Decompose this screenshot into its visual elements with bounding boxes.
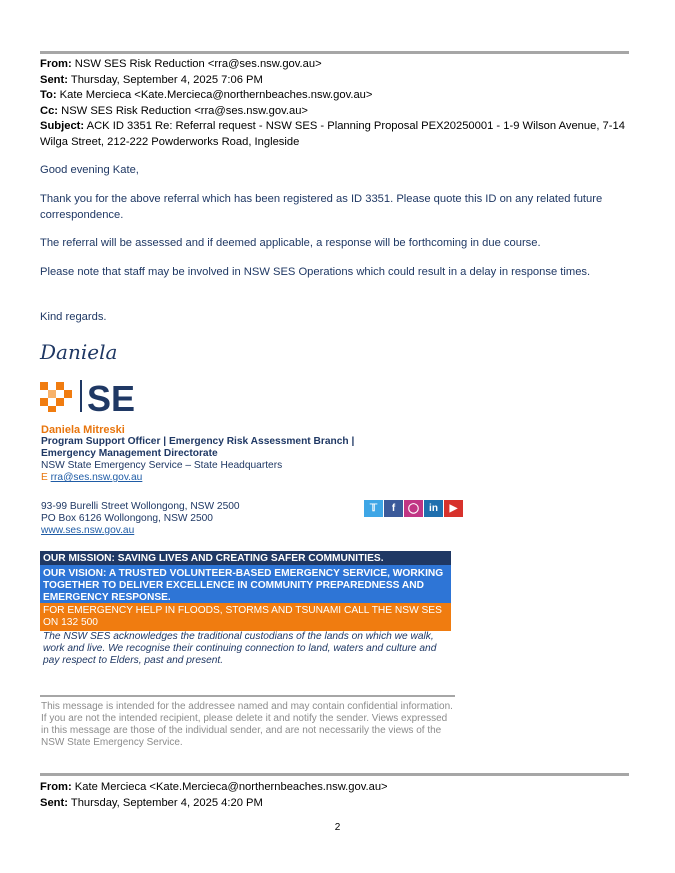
nsw-ses-logo [40,380,150,412]
address-block [41,501,240,537]
youtube-icon[interactable]: ▶ [444,500,463,517]
street-address: 93-99 Burelli Street Wollongong, NSW 2500 [41,501,240,512]
twitter-icon[interactable]: 𝕋 [364,500,383,517]
disclaimer-text: This message is intended for the addressee named and may contain confidential information. If you are not the intended recipient, please delete it and notify the sender. Views expressed in this message are those of the individual sender, and are not necessarily the views of the NSW State Emergency Service. [41,701,453,748]
vision-banner: OUR VISION: A TRUSTED VOLUNTEER-BASED EMERGENCY SERVICE, WORKING TOGETHER TO DELIVER EXCELLENCE IN COMMUNITY PREPAREDNESS AND EMERGENCY RESPONSE. [40,565,451,607]
handwritten-signature: Daniela [40,340,118,364]
mission-banner: OUR MISSION: SAVING LIVES AND CREATING SAFER COMMUNITIES. [40,551,451,567]
logo-text: SE [87,380,136,412]
signature-block [41,424,354,484]
header-divider-2 [40,773,629,776]
instagram-icon[interactable]: ◯ [404,500,423,517]
facebook-icon[interactable]: f [384,500,403,517]
body-paragraph-2: The referral will be assessed and if deemed applicable, a response will be forthcoming in due course. [40,237,541,249]
disclaimer-divider [40,695,455,697]
cc-value[interactable]: NSW SES Risk Reduction <rra@ses.nsw.gov.au> [58,104,308,117]
from-value-2[interactable]: Kate Mercieca <Kate.Mercieca@northernbeaches.nsw.gov.au> [71,781,388,793]
closing: Kind regards. [40,311,107,323]
from-line: From: NSW SES Risk Reduction <rra@ses.nsw.gov.au> [40,58,322,70]
sender-org: NSW State Emergency Service – State Headquarters [41,460,283,471]
email-header [40,57,640,151]
email-prefix: E [41,472,48,483]
po-box: PO Box 6126 Wollongong, NSW 2500 [41,513,213,524]
acknowledgement-text: The NSW SES acknowledges the traditional custodians of the lands on which we walk, work and live. We recognise their continuing connection to land, waters and culture and pay respect to Elders, past and present. [43,631,437,666]
subject-line: Subject: ACK ID 3351 Re: Referral request - NSW SES - Planning Proposal PEX20250001 - 1-9 Wilson Avenue, 7-14 Wilga Street, 212-222 Powderworks Road, Ingleside [40,120,625,148]
email-link[interactable]: rra@ses.nsw.gov.au [50,472,143,483]
to-value[interactable]: Kate Mercieca <Kate.Mercieca@northernbeaches.nsw.gov.au> [56,89,373,102]
body-paragraph-3: Please note that staff may be involved in NSW SES Operations which could result in a delay in response times. [40,266,591,278]
to-line: To: Kate Mercieca <Kate.Mercieca@northernbeaches.nsw.gov.au> [40,89,373,102]
header-divider [40,51,629,54]
from-line-2: From: Kate Mercieca <Kate.Mercieca@northernbeaches.nsw.gov.au> [40,781,388,793]
sender-name: Daniela Mitreski [41,424,125,436]
cc-line: Cc: NSW SES Risk Reduction <rra@ses.nsw.gov.au> [40,104,308,117]
page-number: 2 [334,822,341,833]
linkedin-icon[interactable]: in [424,500,443,517]
from-value[interactable]: NSW SES Risk Reduction <rra@ses.nsw.gov.au> [71,58,322,70]
emergency-banner: FOR EMERGENCY HELP IN FLOODS, STORMS AND TSUNAMI CALL THE NSW SES ON 132 500 [40,603,451,631]
sent-line: Sent: Thursday, September 4, 2025 7:06 PM [40,73,263,86]
sender-title-1: Program Support Officer | Emergency Risk Assessment Branch | [41,436,355,447]
email-header-2 [40,780,640,811]
social-links [364,500,463,517]
greeting: Good evening Kate, [40,164,139,176]
sent-line-2: Sent: Thursday, September 4, 2025 4:20 PM [40,796,263,809]
body-paragraph-1: Thank you for the above referral which has been registered as ID 3351. Please quote this ID on any related future correspondence. [40,193,603,221]
website-link[interactable]: www.ses.nsw.gov.au [41,525,135,536]
sender-title-2: Emergency Management Directorate [41,448,218,459]
